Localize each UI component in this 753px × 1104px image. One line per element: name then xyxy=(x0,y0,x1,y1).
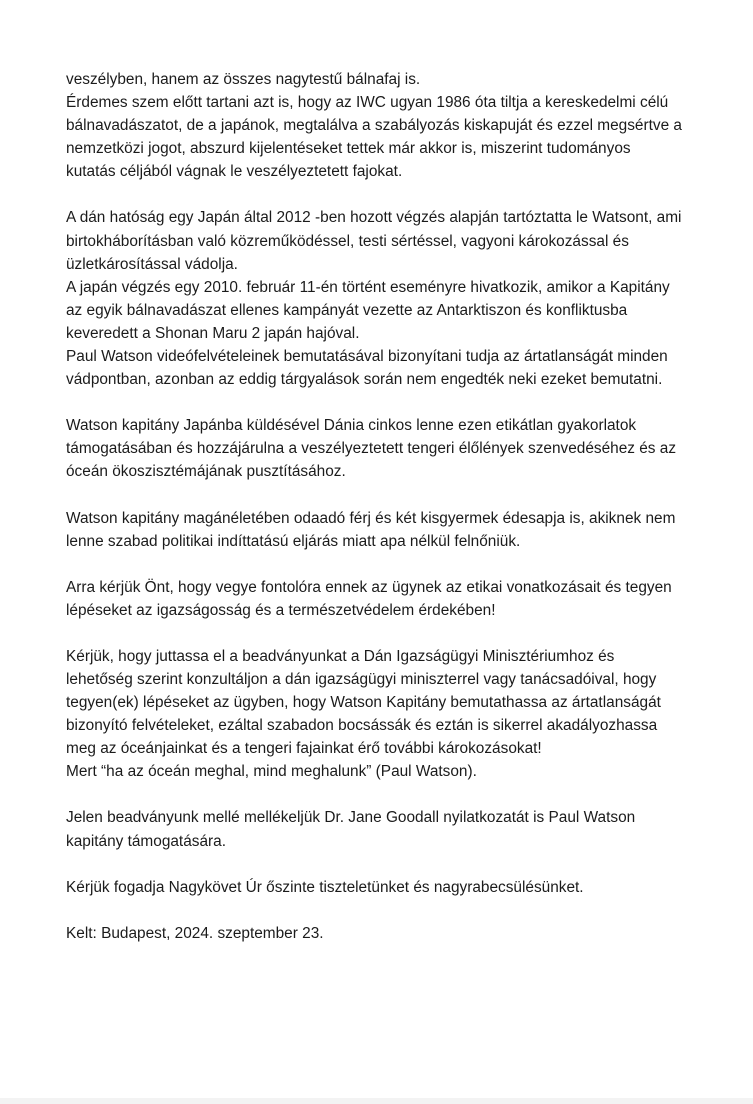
text-line: Érdemes szem előtt tartani azt is, hogy az IWC ugyan 1986 óta tiltja a kereskedelmi célú xyxy=(66,94,669,112)
text-line: üzletkárosítással vádolja. xyxy=(66,255,238,273)
paragraph-closing xyxy=(66,876,706,899)
text-line: Kérjük, hogy juttassa el a beadványunkat a Dán Igazságügyi Minisztériumhoz és xyxy=(66,647,615,665)
text-line: tegyen(ek) lépéseket az ügyben, hogy Watson Kapitány bemutathassa az ártatlanságát xyxy=(66,694,661,712)
text-line: Jelen beadványunk mellé mellékeljük Dr. Jane Goodall nyilatkozatát is Paul Watson xyxy=(66,809,636,827)
paragraph-gap xyxy=(66,553,706,576)
paragraph-petition xyxy=(66,645,706,784)
text-line: lenne szabad politikai indíttatású eljárás miatt apa nélkül felnőniük. xyxy=(66,532,521,550)
text-line: Watson kapitány Japánba küldésével Dánia cinkos lenne ezen etikátlan gyakorlatok xyxy=(66,417,637,435)
text-line: Kelt: Budapest, 2024. szeptember 23. xyxy=(66,924,324,942)
text-line: az egyik bálnavadászat ellenes kampányát vezette az Antarktiszon és konfliktusba xyxy=(66,301,628,319)
text-line: vádpontban, azonban az eddig tárgyalások során nem engedték neki ezeket bemutatni. xyxy=(66,371,663,389)
text-line: A dán hatóság egy Japán által 2012 -ben hozott végzés alapján tartóztatta le Watsont, ami xyxy=(66,209,682,227)
paragraph-arrest xyxy=(66,206,706,391)
text-line: Paul Watson videófelvételeinek bemutatásával bizonyítani tudja az ártatlanságát minden xyxy=(66,348,668,366)
text-line: kutatás céljából vágnak le veszélyeztetett fajokat. xyxy=(66,163,403,181)
text-line: A japán végzés egy 2010. február 11-én történt eseményre hivatkozik, amikor a Kapitány xyxy=(66,278,670,296)
text-line: Watson kapitány magánéletében odaadó férj és két kisgyermek édesapja is, akiknek nem xyxy=(66,509,676,527)
text-line: meg az óceánjainkat és a tengeri fajainkat érő további károkozásokat! xyxy=(66,740,542,758)
text-line: lehetőség szerint konzultáljon a dán igazságügyi miniszterrel vagy tanácsadóival, hogy xyxy=(66,670,657,688)
text-line: kapitány támogatására. xyxy=(66,832,226,850)
paragraph-gap xyxy=(66,899,706,922)
text-line: keveredett a Shonan Maru 2 japán hajóval. xyxy=(66,324,360,342)
text-line: Kérjük fogadja Nagykövet Úr őszinte tiszteletünket és nagyrabecsülésünket. xyxy=(66,878,584,896)
text-line: lépéseket az igazságosság és a természetvédelem érdekében! xyxy=(66,601,496,619)
paragraph-family xyxy=(66,507,706,553)
text-line: veszélyben, hanem az összes nagytestű bálnafaj is. xyxy=(66,71,421,88)
paragraph-intro xyxy=(66,68,706,183)
paragraph-gap xyxy=(66,484,706,507)
paragraph-gap xyxy=(66,391,706,414)
text-line: birtokháborításban való közreműködéssel, testi sértéssel, vagyoni károkozással és xyxy=(66,232,629,250)
paragraph-gap xyxy=(66,783,706,806)
paragraph-gap xyxy=(66,853,706,876)
text-line: nemzetközi jogot, abszurd kijelentéseket tettek már akkor is, miszerint tudományos xyxy=(66,140,631,158)
letter-body xyxy=(66,68,706,945)
text-line: bálnavadászatot, de a japánok, megtalálva a szabályozás kiskapuját és ezzel megsértve a xyxy=(66,117,682,135)
text-line: Mert “ha az óceán meghal, mind meghalunk” (Paul Watson). xyxy=(66,763,477,781)
paragraph-gap xyxy=(66,183,706,206)
paragraph-gap xyxy=(66,622,706,645)
page-bottom-edge xyxy=(0,1098,753,1104)
text-line: Arra kérjük Önt, hogy vegye fontolóra ennek az ügynek az etikai vonatkozásait és tegyen xyxy=(66,578,672,596)
paragraph-denmark xyxy=(66,414,706,483)
paragraph-request xyxy=(66,576,706,622)
paragraph-date xyxy=(66,922,706,945)
text-line: bizonyító felvételeket, ezáltal szabadon bocsássák és eztán is sikerrel akadályozhassa xyxy=(66,717,658,735)
text-line: támogatásában és hozzájárulna a veszélyeztetett tengeri élőlények szenvedéséhez és az xyxy=(66,440,677,458)
text-line: óceán ökoszisztémájának pusztításához. xyxy=(66,463,346,481)
paragraph-attachment xyxy=(66,806,706,852)
